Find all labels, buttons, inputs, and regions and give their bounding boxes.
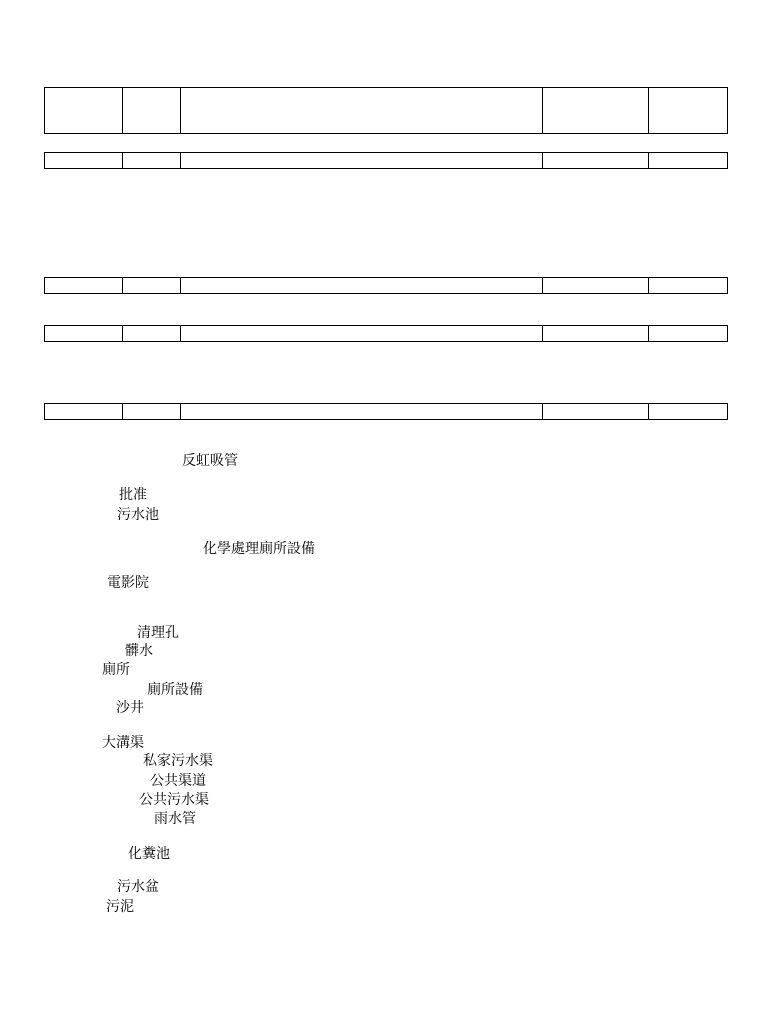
column-divider xyxy=(180,153,181,168)
column-divider xyxy=(648,153,649,168)
term-text: 清理孔 xyxy=(137,625,179,641)
column-divider xyxy=(122,326,123,341)
column-divider xyxy=(180,404,181,419)
column-divider xyxy=(122,88,123,133)
column-divider xyxy=(180,326,181,341)
term-text: 大溝渠 xyxy=(102,735,144,751)
column-divider xyxy=(648,404,649,419)
column-divider xyxy=(122,404,123,419)
column-divider xyxy=(122,278,123,293)
term-text: 電影院 xyxy=(107,575,149,591)
term-text: 髒水 xyxy=(125,643,153,659)
term-text: 雨水管 xyxy=(154,811,196,827)
term-text: 私家污水渠 xyxy=(143,753,213,769)
term-text: 污水池 xyxy=(117,507,159,523)
table-row xyxy=(44,403,728,420)
term-text: 污水盆 xyxy=(117,879,159,895)
table-header-row xyxy=(44,87,728,134)
column-divider xyxy=(542,404,543,419)
term-text: 廁所設備 xyxy=(147,682,203,698)
table-row xyxy=(44,277,728,294)
column-divider xyxy=(542,88,543,133)
term-text: 反虹吸管 xyxy=(182,453,238,469)
term-text: 公共污水渠 xyxy=(139,792,209,808)
column-divider xyxy=(542,153,543,168)
term-text: 化糞池 xyxy=(128,846,170,862)
column-divider xyxy=(180,88,181,133)
term-text: 廁所 xyxy=(102,662,130,678)
column-divider xyxy=(648,278,649,293)
column-divider xyxy=(648,326,649,341)
column-divider xyxy=(180,278,181,293)
term-text: 污泥 xyxy=(106,899,134,915)
term-text: 公共渠道 xyxy=(150,773,206,789)
column-divider xyxy=(122,153,123,168)
table-row xyxy=(44,152,728,169)
term-text: 沙井 xyxy=(116,700,144,716)
column-divider xyxy=(648,88,649,133)
column-divider xyxy=(542,326,543,341)
term-text: 批准 xyxy=(119,487,147,503)
column-divider xyxy=(542,278,543,293)
table-row xyxy=(44,325,728,342)
term-text: 化學處理廁所設備 xyxy=(203,541,315,557)
